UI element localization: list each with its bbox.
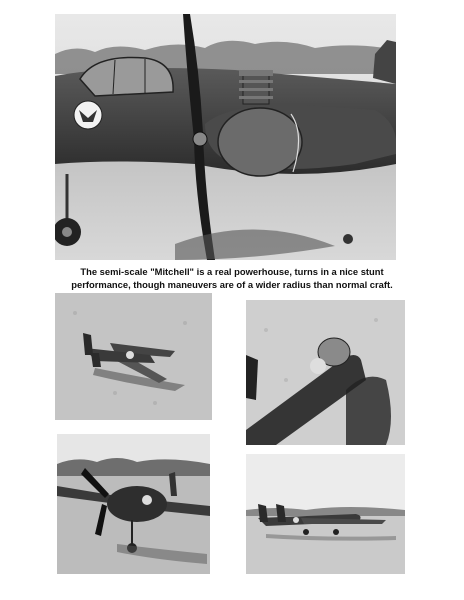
caption-line-2: performance, though maneuvers are of a wider radius than normal craft. [71, 278, 393, 290]
photo-plane-on-ground-overhead [55, 293, 212, 420]
caption-line-1: The semi-scale "Mitchell" is a real powerhouse, turns in a nice stunt [80, 266, 384, 277]
photo-plane-front-view-field [57, 434, 210, 574]
main-photo-engine-closeup [55, 14, 396, 260]
photo-nose-canopy-closeup [246, 300, 405, 445]
photo-plane-side-view-field [246, 454, 405, 574]
photo-caption [58, 266, 406, 291]
